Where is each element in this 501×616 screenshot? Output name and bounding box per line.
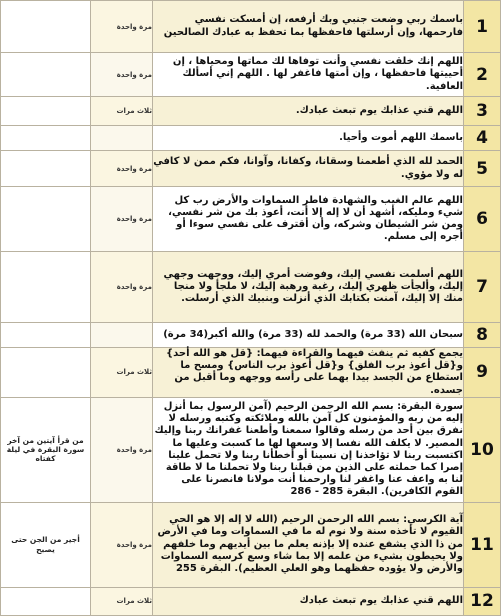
row-number: 1 [464, 1, 501, 53]
row-dhikr-text: سورة البقرة: بسم الله الرحمن الرحيم (آمن الرسول بما أنزل إليه من ربه والمؤمنون كل آمن بالله وملائكته وكتبه ورسله لا نفرق بين أحد من رسله وقالوا سمعنا وأطعنا غفرانك ربنا وإليك المصير. لا يكلف الله نفسا إلا وسعها لها ما كسبت وعليها ما اكتسبت ربنا لا تؤاخذنا إن نسينا أو أخطأنا ربنا ولا تحمل علينا إصرا كما حملته على الذين من قبلنا ربنا ولا تحملنا ما لا طاقة لنا به واعف عنا واغفر لنا وارحمنا أنت مولانا فانصرنا على القوم الكافرين). البقرة 285 - 286 [153, 397, 464, 502]
table-row [1, 1, 501, 53]
table-row [1, 397, 501, 502]
row-note [1, 97, 91, 126]
row-number: 7 [464, 252, 501, 323]
row-number: 6 [464, 187, 501, 252]
row-note [1, 348, 91, 398]
row-repeat-count: مرة واحدة [91, 187, 153, 252]
row-repeat-count: مرة واحدة [91, 397, 153, 502]
row-repeat-count: مرة واحدة [91, 502, 153, 587]
row-repeat-count: مرة واحدة [91, 151, 153, 187]
table-row [1, 97, 501, 126]
row-dhikr-text: يجمع كفيه ثم ينفث فيهما والقراءة فيهما: {قل هو الله أحد} و{قل أعوذ برب الفلق} و{قل أعوذ برب الناس} ومسح ما استطاع من الجسد بيدا بهما على رأسه ووجهه وما أقبل من جسده. [153, 348, 464, 398]
row-number: 11 [464, 502, 501, 587]
adhkar-rows [1, 1, 501, 616]
row-number: 2 [464, 53, 501, 97]
row-number: 12 [464, 587, 501, 615]
row-note [1, 126, 91, 151]
table-row [1, 151, 501, 187]
row-repeat-count: ثلاث مرات [91, 587, 153, 615]
row-note [1, 1, 91, 53]
row-dhikr-text: آية الكرسي: بسم الله الرحمن الرحيم (الله لا إله إلا هو الحي القيوم لا تأخذه سنة ولا نوم له ما في السماوات وما في الأرض من ذا الذي يشفع عنده إلا بإذنه يعلم ما بين أيديهم وما خلفهم ولا يحيطون بشيء من علمه إلا بما شاء وسع كرسيه السماوات والأرض ولا يؤوده حفظهما وهو العلي العظيم). البقرة 255 [153, 502, 464, 587]
row-note [1, 53, 91, 97]
row-number: 10 [464, 397, 501, 502]
row-dhikr-text: الحمد لله الذي أطعمنا وسقانا، وكفانا، وآوانا، فكم ممن لا كافي له ولا مؤوي. [153, 151, 464, 187]
table-row [1, 252, 501, 323]
row-repeat-count: مرة واحدة [91, 53, 153, 97]
row-note [1, 187, 91, 252]
row-repeat-count: مرة واحدة [91, 252, 153, 323]
row-note [1, 252, 91, 323]
table-row [1, 323, 501, 348]
row-note: من قرأ آيتين من آخر سورة البقرة في ليلة كفتاه [1, 397, 91, 502]
row-dhikr-text: اللهم عالم الغيب والشهادة فاطر السماوات والأرض رب كل شيء ومليكه، أشهد أن لا إله إلا أنت، أعوذ بك من شر نفسي، ومن شر الشيطان وشركه، وأن أقترف على نفسي سوءا أو أجره إلى مسلم. [153, 187, 464, 252]
row-note [1, 151, 91, 187]
row-dhikr-text: اللهم قني عذابك يوم تبعث عبادك [153, 587, 464, 615]
row-dhikr-text: اللهم إنك خلقت نفسي وأنت توفاها لك مماتها ومحياها ، إن أحييتها فاحفظها ، وإن أمتها فاغفر لها . اللهم إني أسألك العافية. [153, 53, 464, 97]
row-dhikr-text: اللهم قني عذابك يوم تبعث عبادك. [153, 97, 464, 126]
row-repeat-count: ثلاث مرات [91, 97, 153, 126]
row-repeat-count [91, 126, 153, 151]
row-number: 8 [464, 323, 501, 348]
row-repeat-count: مرة واحدة [91, 1, 153, 53]
row-repeat-count [91, 323, 153, 348]
row-number: 9 [464, 348, 501, 398]
row-note [1, 323, 91, 348]
row-number: 4 [464, 126, 501, 151]
row-dhikr-text: سبحان الله (33 مرة) والحمد لله (33 مرة) والله أكبر(34 مرة) [153, 323, 464, 348]
row-number: 3 [464, 97, 501, 126]
row-note: أجير من الجن حتى يصبح [1, 502, 91, 587]
table-row [1, 348, 501, 398]
table-row [1, 126, 501, 151]
row-dhikr-text: باسمك ربي وضعت جنبي وبك أرفعه، إن أمسكت نفسي فارحمها، وإن أرسلتها فاحفظها بما تحفظ به عبادك الصالحين [153, 1, 464, 53]
row-repeat-count: ثلاث مرات [91, 348, 153, 398]
row-note [1, 587, 91, 615]
table-row [1, 187, 501, 252]
row-number: 5 [464, 151, 501, 187]
row-dhikr-text: اللهم أسلمت نفسي إليك، وفوضت أمري إليك، ووجهت وجهي إليك، وألجأت ظهري إليك، رغبة ورهبة إليك، لا ملجأ ولا منجا منك إلا إليك، آمنت بكتابك الذي أنزلت وبنبيك الذي أرسلت. [153, 252, 464, 323]
table-row [1, 502, 501, 587]
row-dhikr-text: باسمك اللهم أموت وأحيا. [153, 126, 464, 151]
table-row [1, 53, 501, 97]
table-row [1, 587, 501, 615]
